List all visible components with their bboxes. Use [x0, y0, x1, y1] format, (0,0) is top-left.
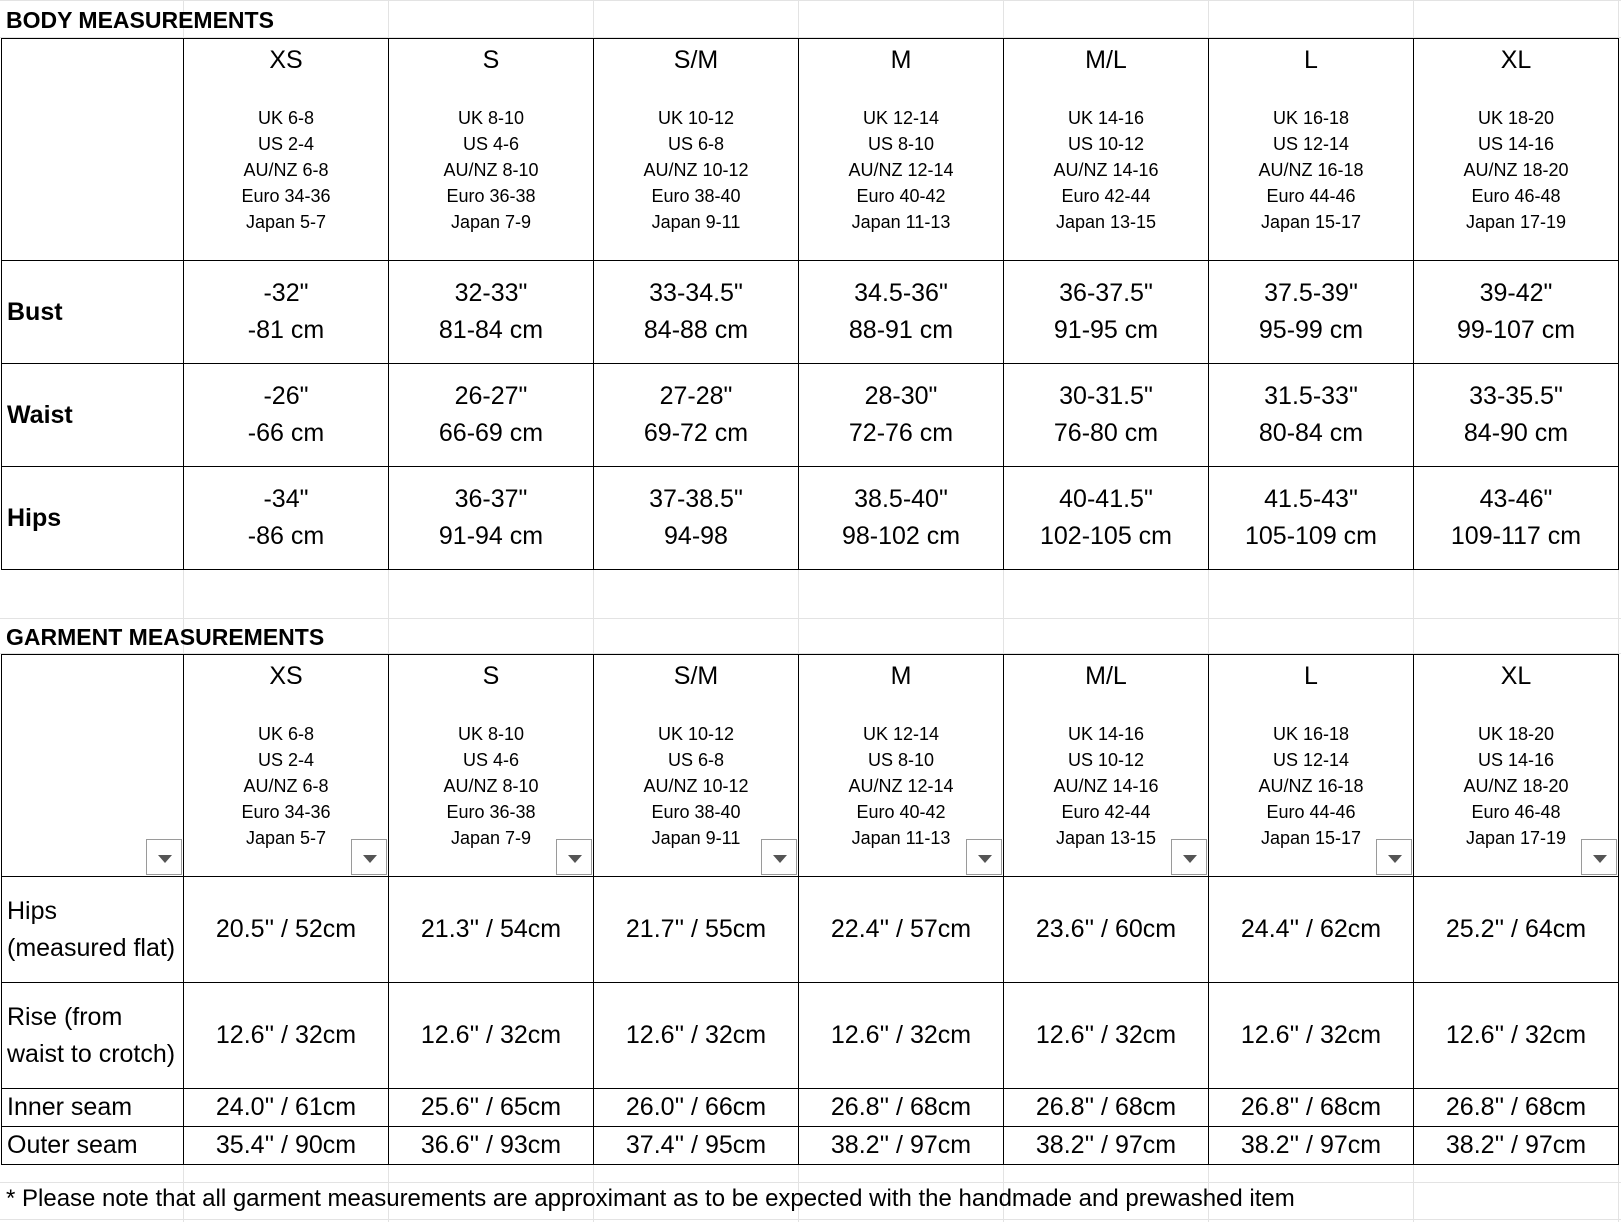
- size-header-cell: [184, 39, 389, 261]
- gridline: [0, 1182, 1621, 1183]
- size-conversion: UK 8-10: [457, 724, 525, 744]
- size-header-cell: [389, 655, 594, 877]
- measurement-cell: 12.6'' / 32cm: [389, 983, 594, 1089]
- filter-dropdown-icon[interactable]: [1171, 839, 1207, 875]
- measurement-cm: 91-95 cm: [1053, 316, 1159, 344]
- measurement-inches: 33-35.5": [1469, 382, 1563, 410]
- measurement-cell: 37.4'' / 95cm: [594, 1127, 799, 1165]
- size-header-cell: [799, 39, 1004, 261]
- filter-dropdown-icon[interactable]: [1581, 839, 1617, 875]
- size-conversions: [1004, 721, 1208, 851]
- table-row: [2, 261, 1619, 364]
- measurement-cm: 81-84 cm: [438, 316, 544, 344]
- filter-dropdown-icon[interactable]: [966, 839, 1002, 875]
- size-conversions: [594, 721, 798, 851]
- row-label: Hips (measured flat): [2, 877, 184, 983]
- measurement-cell: [389, 364, 594, 467]
- measurement-cell: [1004, 364, 1209, 467]
- size-name: S: [482, 662, 500, 690]
- measurement-cm: 69-72 cm: [643, 419, 749, 447]
- row-label: Bust: [2, 261, 184, 364]
- size-conversion: Japan 17-19: [1465, 828, 1567, 848]
- size-name: XL: [1500, 662, 1532, 690]
- size-conversion: Japan 13-15: [1055, 828, 1157, 848]
- size-header-cell: [799, 655, 1004, 877]
- garment-measurements-title: GARMENT MEASUREMENTS: [6, 624, 325, 650]
- gridline: [0, 0, 1621, 1]
- measurement-cm: 102-105 cm: [1039, 522, 1173, 550]
- measurement-inches: 39-42": [1479, 279, 1553, 307]
- size-conversion: US 8-10: [867, 750, 935, 770]
- size-conversion: Euro 44-46: [1266, 186, 1356, 206]
- size-conversion: UK 10-12: [657, 108, 735, 128]
- measurement-cell: 12.6'' / 32cm: [1209, 983, 1414, 1089]
- measurement-cell: [1209, 467, 1414, 570]
- size-conversions: [1004, 105, 1208, 235]
- measurement-cm: 72-76 cm: [848, 419, 954, 447]
- size-conversion: AU/NZ 10-12: [643, 160, 749, 180]
- size-conversion: AU/NZ 8-10: [443, 160, 539, 180]
- size-header-cell: [594, 39, 799, 261]
- measurement-inches: 37-38.5": [649, 485, 743, 513]
- size-conversion: Japan 5-7: [245, 828, 327, 848]
- size-conversions: [1209, 105, 1413, 235]
- table-row: [2, 1089, 1619, 1127]
- measurement-cell: [799, 467, 1004, 570]
- measurement-inches: 41.5-43": [1264, 485, 1358, 513]
- size-conversion: US 8-10: [867, 134, 935, 154]
- size-conversions: [184, 105, 388, 235]
- row-label: Waist: [2, 364, 184, 467]
- measurement-cell: 12.6'' / 32cm: [1414, 983, 1619, 1089]
- measurement-inches: 40-41.5": [1059, 485, 1153, 513]
- measurement-cell: [1209, 364, 1414, 467]
- size-conversion: Euro 36-38: [446, 802, 536, 822]
- size-conversion: AU/NZ 10-12: [643, 776, 749, 796]
- size-conversion: US 6-8: [667, 750, 725, 770]
- size-conversion: AU/NZ 14-16: [1053, 776, 1159, 796]
- filter-dropdown-icon[interactable]: [351, 839, 387, 875]
- measurement-inches: -26": [263, 382, 309, 410]
- measurement-cm: 80-84 cm: [1258, 419, 1364, 447]
- measurement-cell: [1209, 261, 1414, 364]
- size-conversions: [594, 105, 798, 235]
- row-label: Outer seam: [2, 1127, 184, 1165]
- size-conversion: Japan 11-13: [851, 828, 951, 848]
- measurement-cm: -81 cm: [247, 316, 325, 344]
- measurement-cell: 26.8'' / 68cm: [1414, 1089, 1619, 1127]
- size-header-cell: [1004, 39, 1209, 261]
- measurement-cell: 23.6'' / 60cm: [1004, 877, 1209, 983]
- measurement-cell: 38.2'' / 97cm: [1414, 1127, 1619, 1165]
- size-conversion: UK 12-14: [862, 108, 940, 128]
- measurement-inches: 30-31.5": [1059, 382, 1153, 410]
- size-conversion: Japan 7-9: [450, 828, 532, 848]
- measurement-cell: 24.0'' / 61cm: [184, 1089, 389, 1127]
- size-conversion: UK 8-10: [457, 108, 525, 128]
- size-conversion: AU/NZ 6-8: [243, 160, 329, 180]
- measurement-cell: [1414, 364, 1619, 467]
- size-conversion: Euro 34-36: [241, 186, 331, 206]
- size-conversion: US 2-4: [257, 750, 315, 770]
- measurement-cell: [389, 467, 594, 570]
- size-conversion: US 12-14: [1272, 134, 1350, 154]
- measurement-cell: [1004, 467, 1209, 570]
- measurement-cell: [1414, 261, 1619, 364]
- size-conversion: Euro 40-42: [856, 186, 946, 206]
- size-conversion: AU/NZ 8-10: [443, 776, 539, 796]
- size-name: M/L: [1085, 662, 1127, 690]
- measurement-cm: 66-69 cm: [438, 419, 544, 447]
- measurement-cell: 26.8'' / 68cm: [1004, 1089, 1209, 1127]
- size-conversion: Euro 34-36: [241, 802, 331, 822]
- measurement-inches: 27-28": [659, 382, 733, 410]
- size-conversion: UK 6-8: [257, 724, 315, 744]
- measurement-cell: 21.3'' / 54cm: [389, 877, 594, 983]
- table-row: [2, 877, 1619, 983]
- measurement-inches: 31.5-33": [1264, 382, 1358, 410]
- size-conversion: Japan 9-11: [651, 212, 741, 232]
- size-conversion: US 4-6: [462, 750, 520, 770]
- size-header-row: [2, 39, 1619, 261]
- measurement-inches: -34": [263, 485, 309, 513]
- measurement-cell: [184, 467, 389, 570]
- size-header-cell: [1414, 39, 1619, 261]
- measurement-inches: 34.5-36": [854, 279, 948, 307]
- table-row: [2, 467, 1619, 570]
- measurement-inches: 32-33": [454, 279, 528, 307]
- measurement-cm: 95-99 cm: [1258, 316, 1364, 344]
- size-conversion: Japan 17-19: [1465, 212, 1567, 232]
- measurement-cell: 38.2'' / 97cm: [1004, 1127, 1209, 1165]
- size-conversions: [1414, 105, 1618, 235]
- measurement-cm: 76-80 cm: [1053, 419, 1159, 447]
- gridline: [0, 1219, 1621, 1220]
- measurement-inches: 28-30": [864, 382, 938, 410]
- size-conversion: Euro 42-44: [1061, 186, 1151, 206]
- measurement-cell: 12.6'' / 32cm: [594, 983, 799, 1089]
- size-name: L: [1304, 46, 1318, 74]
- measurement-cm: 99-107 cm: [1456, 316, 1576, 344]
- gridline: [0, 618, 1621, 619]
- measurement-cell: [799, 261, 1004, 364]
- measurement-cell: 26.0'' / 66cm: [594, 1089, 799, 1127]
- size-conversion: AU/NZ 12-14: [848, 776, 954, 796]
- row-label: Rise (from waist to crotch): [2, 983, 184, 1089]
- table-row: [2, 364, 1619, 467]
- size-conversion: US 10-12: [1067, 134, 1145, 154]
- table-row: [2, 1127, 1619, 1165]
- measurement-inches: 38.5-40": [854, 485, 948, 513]
- size-conversion: Euro 38-40: [651, 186, 741, 206]
- measurement-cell: [594, 467, 799, 570]
- filter-dropdown-icon[interactable]: [146, 839, 182, 875]
- size-conversion: UK 12-14: [862, 724, 940, 744]
- size-conversion: US 6-8: [667, 134, 725, 154]
- body-measurements-title: BODY MEASUREMENTS: [6, 7, 274, 33]
- size-conversion: UK 14-16: [1067, 108, 1145, 128]
- measurement-inches: 37.5-39": [1264, 279, 1358, 307]
- measurement-cm: -86 cm: [247, 522, 325, 550]
- measurement-cm: 84-88 cm: [643, 316, 749, 344]
- size-conversion: US 14-16: [1477, 750, 1555, 770]
- measurement-cell: 25.2'' / 64cm: [1414, 877, 1619, 983]
- measurement-cell: 25.6'' / 65cm: [389, 1089, 594, 1127]
- size-conversion: AU/NZ 16-18: [1258, 160, 1364, 180]
- measurement-cm: 84-90 cm: [1463, 419, 1569, 447]
- size-header-cell: [1414, 655, 1619, 877]
- size-name: M: [890, 662, 912, 690]
- size-conversion: Japan 11-13: [851, 212, 951, 232]
- size-name: S/M: [673, 662, 719, 690]
- row-label: Hips: [2, 467, 184, 570]
- measurement-inches: 36-37": [454, 485, 528, 513]
- size-conversions: [184, 721, 388, 851]
- measurement-cm: 88-91 cm: [848, 316, 954, 344]
- measurement-cell: 26.8'' / 68cm: [1209, 1089, 1414, 1127]
- size-name: S/M: [673, 46, 719, 74]
- corner-cell: [2, 39, 184, 261]
- size-conversion: UK 6-8: [257, 108, 315, 128]
- measurement-cell: [594, 261, 799, 364]
- size-conversion: Japan 15-17: [1260, 212, 1362, 232]
- size-conversion: AU/NZ 18-20: [1463, 160, 1569, 180]
- measurement-inches: -32": [263, 279, 309, 307]
- size-conversion: US 2-4: [257, 134, 315, 154]
- measurement-cell: [389, 261, 594, 364]
- size-conversions: [799, 721, 1003, 851]
- measurement-cell: 38.2'' / 97cm: [799, 1127, 1004, 1165]
- size-conversion: AU/NZ 16-18: [1258, 776, 1364, 796]
- size-conversion: Japan 9-11: [651, 828, 741, 848]
- measurement-cell: 36.6'' / 93cm: [389, 1127, 594, 1165]
- size-conversion: Japan 7-9: [450, 212, 532, 232]
- measurement-cell: 12.6'' / 32cm: [1004, 983, 1209, 1089]
- measurement-cell: [1004, 261, 1209, 364]
- size-conversion: UK 18-20: [1477, 108, 1555, 128]
- measurement-cm: 109-117 cm: [1450, 522, 1582, 550]
- size-conversion: AU/NZ 12-14: [848, 160, 954, 180]
- size-conversion: UK 14-16: [1067, 724, 1145, 744]
- measurement-cm: 105-109 cm: [1244, 522, 1378, 550]
- garment-measurements-table: [1, 654, 1619, 1165]
- measurement-inches: 33-34.5": [649, 279, 743, 307]
- measurement-cm: 91-94 cm: [438, 522, 544, 550]
- size-conversion: Euro 46-48: [1471, 802, 1561, 822]
- measurement-cell: 26.8'' / 68cm: [799, 1089, 1004, 1127]
- size-conversion: US 14-16: [1477, 134, 1555, 154]
- filter-dropdown-icon[interactable]: [1376, 839, 1412, 875]
- size-name: L: [1304, 662, 1318, 690]
- size-conversions: [799, 105, 1003, 235]
- size-conversions: [389, 721, 593, 851]
- measurement-cm: 94-98: [664, 522, 728, 550]
- measurement-cell: [594, 364, 799, 467]
- size-conversion: Euro 40-42: [856, 802, 946, 822]
- size-conversions: [389, 105, 593, 235]
- size-conversion: UK 16-18: [1272, 724, 1350, 744]
- filter-dropdown-icon[interactable]: [556, 839, 592, 875]
- size-conversion: US 12-14: [1272, 750, 1350, 770]
- measurement-cm: -66 cm: [247, 419, 325, 447]
- measurement-inches: 26-27": [454, 382, 528, 410]
- row-label: Inner seam: [2, 1089, 184, 1127]
- size-header-cell: [1004, 655, 1209, 877]
- size-conversion: AU/NZ 14-16: [1053, 160, 1159, 180]
- footnote: * Please note that all garment measurements are approximant as to be expected with the handmade and prewashed item: [6, 1185, 1295, 1212]
- size-conversion: Japan 15-17: [1260, 828, 1362, 848]
- measurement-cell: 35.4'' / 90cm: [184, 1127, 389, 1165]
- size-conversion: UK 18-20: [1477, 724, 1555, 744]
- size-conversion: Euro 42-44: [1061, 802, 1151, 822]
- measurement-cell: 38.2'' / 97cm: [1209, 1127, 1414, 1165]
- size-name: M: [890, 46, 912, 74]
- size-conversion: US 4-6: [462, 134, 520, 154]
- table-row: [2, 983, 1619, 1089]
- measurement-cm: 98-102 cm: [841, 522, 961, 550]
- measurement-cell: 12.6'' / 32cm: [184, 983, 389, 1089]
- measurement-cell: 20.5'' / 52cm: [184, 877, 389, 983]
- size-header-cell: [1209, 655, 1414, 877]
- size-conversions: [1414, 721, 1618, 851]
- filter-dropdown-icon[interactable]: [761, 839, 797, 875]
- size-name: XS: [269, 662, 303, 690]
- size-header-cell: [184, 655, 389, 877]
- measurement-cell: 21.7'' / 55cm: [594, 877, 799, 983]
- size-name: M/L: [1085, 46, 1127, 74]
- size-header-cell: [389, 39, 594, 261]
- size-header-row: [2, 655, 1619, 877]
- measurement-cell: 22.4'' / 57cm: [799, 877, 1004, 983]
- size-conversion: Euro 36-38: [446, 186, 536, 206]
- size-conversion: UK 16-18: [1272, 108, 1350, 128]
- measurement-cell: 12.6'' / 32cm: [799, 983, 1004, 1089]
- size-conversion: AU/NZ 6-8: [243, 776, 329, 796]
- measurement-inches: 43-46": [1479, 485, 1553, 513]
- size-conversion: UK 10-12: [657, 724, 735, 744]
- body-measurements-table: [1, 38, 1619, 570]
- measurement-cell: [799, 364, 1004, 467]
- size-conversion: Japan 5-7: [245, 212, 327, 232]
- size-name: XL: [1500, 46, 1532, 74]
- corner-cell: [2, 655, 184, 877]
- measurement-cell: [1414, 467, 1619, 570]
- size-conversion: Japan 13-15: [1055, 212, 1157, 232]
- size-conversion: Euro 46-48: [1471, 186, 1561, 206]
- size-conversion: US 10-12: [1067, 750, 1145, 770]
- size-header-cell: [594, 655, 799, 877]
- size-header-cell: [1209, 39, 1414, 261]
- measurement-inches: 36-37.5": [1059, 279, 1153, 307]
- measurement-cell: [184, 364, 389, 467]
- size-name: S: [482, 46, 500, 74]
- size-name: XS: [269, 46, 303, 74]
- measurement-cell: 24.4'' / 62cm: [1209, 877, 1414, 983]
- size-conversions: [1209, 721, 1413, 851]
- size-conversion: Euro 38-40: [651, 802, 741, 822]
- measurement-cell: [184, 261, 389, 364]
- size-conversion: Euro 44-46: [1266, 802, 1356, 822]
- size-conversion: AU/NZ 18-20: [1463, 776, 1569, 796]
